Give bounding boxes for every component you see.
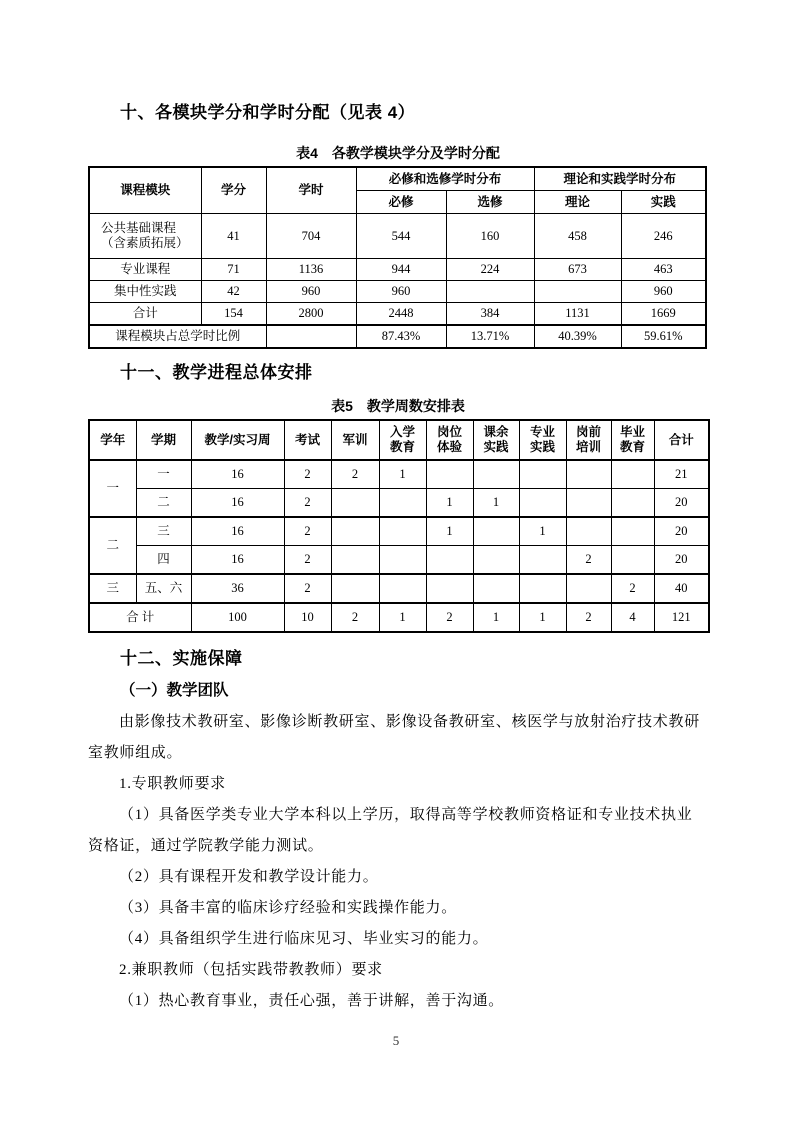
table-cell: 704 — [266, 214, 356, 259]
table-cell — [426, 546, 473, 575]
table-header-cell: 学分 — [201, 167, 266, 214]
table-cell: 四 — [136, 546, 191, 575]
table-cell: 16 — [191, 460, 284, 489]
table-cell — [519, 489, 566, 518]
table-header-cell: 学时 — [266, 167, 356, 214]
table-cell: 公共基础课程 （含素质拓展） — [89, 214, 201, 259]
table-cell: 1 — [473, 603, 519, 632]
table-header-cell: 合计 — [654, 420, 709, 460]
table-cell: 36 — [191, 574, 284, 603]
paragraph: （1）具备医学类专业大学本科以上学历，取得高等学校教师资格证和专业技术执业资格证，通过学院教学能力测试。 — [88, 807, 693, 854]
table-cell: 集中性实践 — [89, 281, 201, 303]
table-header-cell: 理论和实践学时分布 — [534, 167, 706, 191]
table-cell: 2 — [284, 546, 331, 575]
table-cell — [426, 574, 473, 603]
table-cell: 1 — [519, 517, 566, 546]
table-header-cell: 毕业 教育 — [611, 420, 654, 460]
table-cell: 2 — [611, 574, 654, 603]
table-header-cell: 军训 — [331, 420, 379, 460]
table-cell: 160 — [446, 214, 534, 259]
table-cell: 五、六 — [136, 574, 191, 603]
table-header-cell: 必修和选修学时分布 — [356, 167, 534, 191]
table-cell: 1 — [379, 603, 426, 632]
table-cell — [519, 574, 566, 603]
table-header-cell: 专业 实践 — [519, 420, 566, 460]
table-header-cell: 课余 实践 — [473, 420, 519, 460]
table-cell: 463 — [621, 259, 706, 281]
table-cell: 16 — [191, 489, 284, 518]
table-header-cell: 课程模块 — [89, 167, 201, 214]
table-cell — [534, 281, 621, 303]
table-header-cell: 岗前 培训 — [566, 420, 611, 460]
table-cell: 三 — [136, 517, 191, 546]
table-cell: 二 — [136, 489, 191, 518]
table-cell — [331, 574, 379, 603]
table-cell: 121 — [654, 603, 709, 632]
table-cell: 1 — [473, 489, 519, 518]
table-cell: 384 — [446, 303, 534, 326]
table-cell — [611, 546, 654, 575]
paragraph: （2）具有课程开发和教学设计能力。 — [119, 869, 379, 885]
paragraph: 1.专职教师要求 — [119, 776, 226, 792]
body-paragraphs — [88, 707, 708, 1017]
table-cell — [473, 546, 519, 575]
table-cell — [519, 460, 566, 489]
table-row — [89, 214, 706, 259]
teaching-weeks-table — [88, 419, 710, 633]
table-cell: 20 — [654, 546, 709, 575]
table-cell — [446, 281, 534, 303]
table-cell — [611, 517, 654, 546]
table-cell: 合 计 — [89, 603, 191, 632]
table-cell: 2 — [566, 546, 611, 575]
table-cell: 2 — [284, 517, 331, 546]
section-heading-10: 十、各模块学分和学时分配（见表 4） — [120, 103, 416, 122]
table-header-cell: 实践 — [621, 191, 706, 214]
table-cell: 1 — [426, 517, 473, 546]
table-cell: 20 — [654, 517, 709, 546]
table-cell: 960 — [356, 281, 446, 303]
table-cell — [379, 489, 426, 518]
table-header-cell: 学期 — [136, 420, 191, 460]
table-cell: 1669 — [621, 303, 706, 326]
table-header-cell: 岗位 体验 — [426, 420, 473, 460]
table-cell — [566, 517, 611, 546]
table-header-cell: 选修 — [446, 191, 534, 214]
table-cell — [331, 489, 379, 518]
table-cell: 154 — [201, 303, 266, 326]
table-cell — [379, 574, 426, 603]
table-cell — [473, 574, 519, 603]
table-row — [89, 167, 706, 191]
table-header-cell: 必修 — [356, 191, 446, 214]
table-cell: 16 — [191, 517, 284, 546]
table-cell — [473, 460, 519, 489]
table-cell: 三 — [89, 574, 136, 603]
table-header-cell: 考试 — [284, 420, 331, 460]
table-cell: 224 — [446, 259, 534, 281]
table-cell: 合计 — [89, 303, 201, 326]
table-header-cell: 学年 — [89, 420, 136, 460]
table-cell — [566, 460, 611, 489]
table-cell — [566, 574, 611, 603]
table-cell: 458 — [534, 214, 621, 259]
table-cell: 专业课程 — [89, 259, 201, 281]
table-row — [89, 303, 706, 326]
table-cell: 960 — [621, 281, 706, 303]
table-cell: 16 — [191, 546, 284, 575]
table5-caption: 表5 教学周数安排表 — [331, 398, 465, 414]
table-cell: 40.39% — [534, 325, 621, 348]
table-cell: 59.61% — [621, 325, 706, 348]
paragraph: （3）具备丰富的临床诊疗经验和实践操作能力。 — [119, 900, 457, 916]
table-cell: 960 — [266, 281, 356, 303]
table-row — [89, 517, 709, 546]
table-cell: 一 — [89, 460, 136, 517]
table-cell — [611, 460, 654, 489]
table-cell — [426, 460, 473, 489]
table-cell — [379, 546, 426, 575]
table-cell — [331, 517, 379, 546]
paragraph: 由影像技术教研室、影像诊断教研室、影像设备教研室、核医学与放射治疗技术教研室教师组成。 — [88, 714, 700, 761]
table-cell: 100 — [191, 603, 284, 632]
table-cell: 2 — [284, 574, 331, 603]
table-row — [89, 259, 706, 281]
table-cell: 673 — [534, 259, 621, 281]
table-cell: 2448 — [356, 303, 446, 326]
table-cell: 二 — [89, 517, 136, 574]
table-cell: 1131 — [534, 303, 621, 326]
table-cell — [379, 517, 426, 546]
table-cell: 944 — [356, 259, 446, 281]
table-cell: 4 — [611, 603, 654, 632]
table-cell: 1 — [379, 460, 426, 489]
table-cell: 2 — [331, 603, 379, 632]
table-cell — [331, 546, 379, 575]
table-cell — [611, 489, 654, 518]
table-cell: 一 — [136, 460, 191, 489]
table-cell: 1136 — [266, 259, 356, 281]
paragraph: 2.兼职教师（包括实践带教教师）要求 — [119, 962, 383, 978]
table-cell: 2 — [331, 460, 379, 489]
table4-caption: 表4 各教学模块学分及学时分配 — [296, 145, 500, 161]
table-cell — [566, 489, 611, 518]
table-row — [89, 603, 709, 632]
table-cell: 42 — [201, 281, 266, 303]
table-cell: 10 — [284, 603, 331, 632]
table-cell: 71 — [201, 259, 266, 281]
subsection-heading-teaching-team: （一）教学团队 — [120, 682, 229, 699]
table-row — [89, 281, 706, 303]
table-cell: 2 — [284, 489, 331, 518]
table-cell: 2 — [426, 603, 473, 632]
table-row — [89, 420, 709, 460]
table-cell: 1 — [426, 489, 473, 518]
table-header-cell: 教学/实习周 — [191, 420, 284, 460]
table-header-cell: 入学 教育 — [379, 420, 426, 460]
table-cell: 20 — [654, 489, 709, 518]
table-cell: 40 — [654, 574, 709, 603]
table-row — [89, 546, 709, 575]
table-cell: 544 — [356, 214, 446, 259]
table-cell: 1 — [519, 603, 566, 632]
table-row — [89, 574, 709, 603]
section-heading-12: 十二、实施保障 — [120, 649, 243, 668]
section-heading-11: 十一、教学进程总体安排 — [120, 363, 313, 382]
paragraph: （1）热心教育事业，责任心强，善于讲解，善于沟通。 — [119, 993, 505, 1009]
table-cell: 87.43% — [356, 325, 446, 348]
table-cell — [473, 517, 519, 546]
table-cell: 课程模块占总学时比例 — [89, 325, 266, 348]
table-row — [89, 489, 709, 518]
table-cell: 13.71% — [446, 325, 534, 348]
table-cell: 246 — [621, 214, 706, 259]
table-header-cell: 理论 — [534, 191, 621, 214]
table-cell: 2 — [566, 603, 611, 632]
table-cell — [519, 546, 566, 575]
table-row — [89, 325, 706, 348]
table-cell — [266, 325, 356, 348]
table-cell: 2800 — [266, 303, 356, 326]
credit-hours-table — [88, 166, 707, 349]
paragraph: （4）具备组织学生进行临床见习、毕业实习的能力。 — [119, 931, 489, 947]
table-cell: 41 — [201, 214, 266, 259]
page-number: 5 — [392, 1033, 400, 1048]
table-cell: 21 — [654, 460, 709, 489]
table-cell: 2 — [284, 460, 331, 489]
table-row — [89, 460, 709, 489]
